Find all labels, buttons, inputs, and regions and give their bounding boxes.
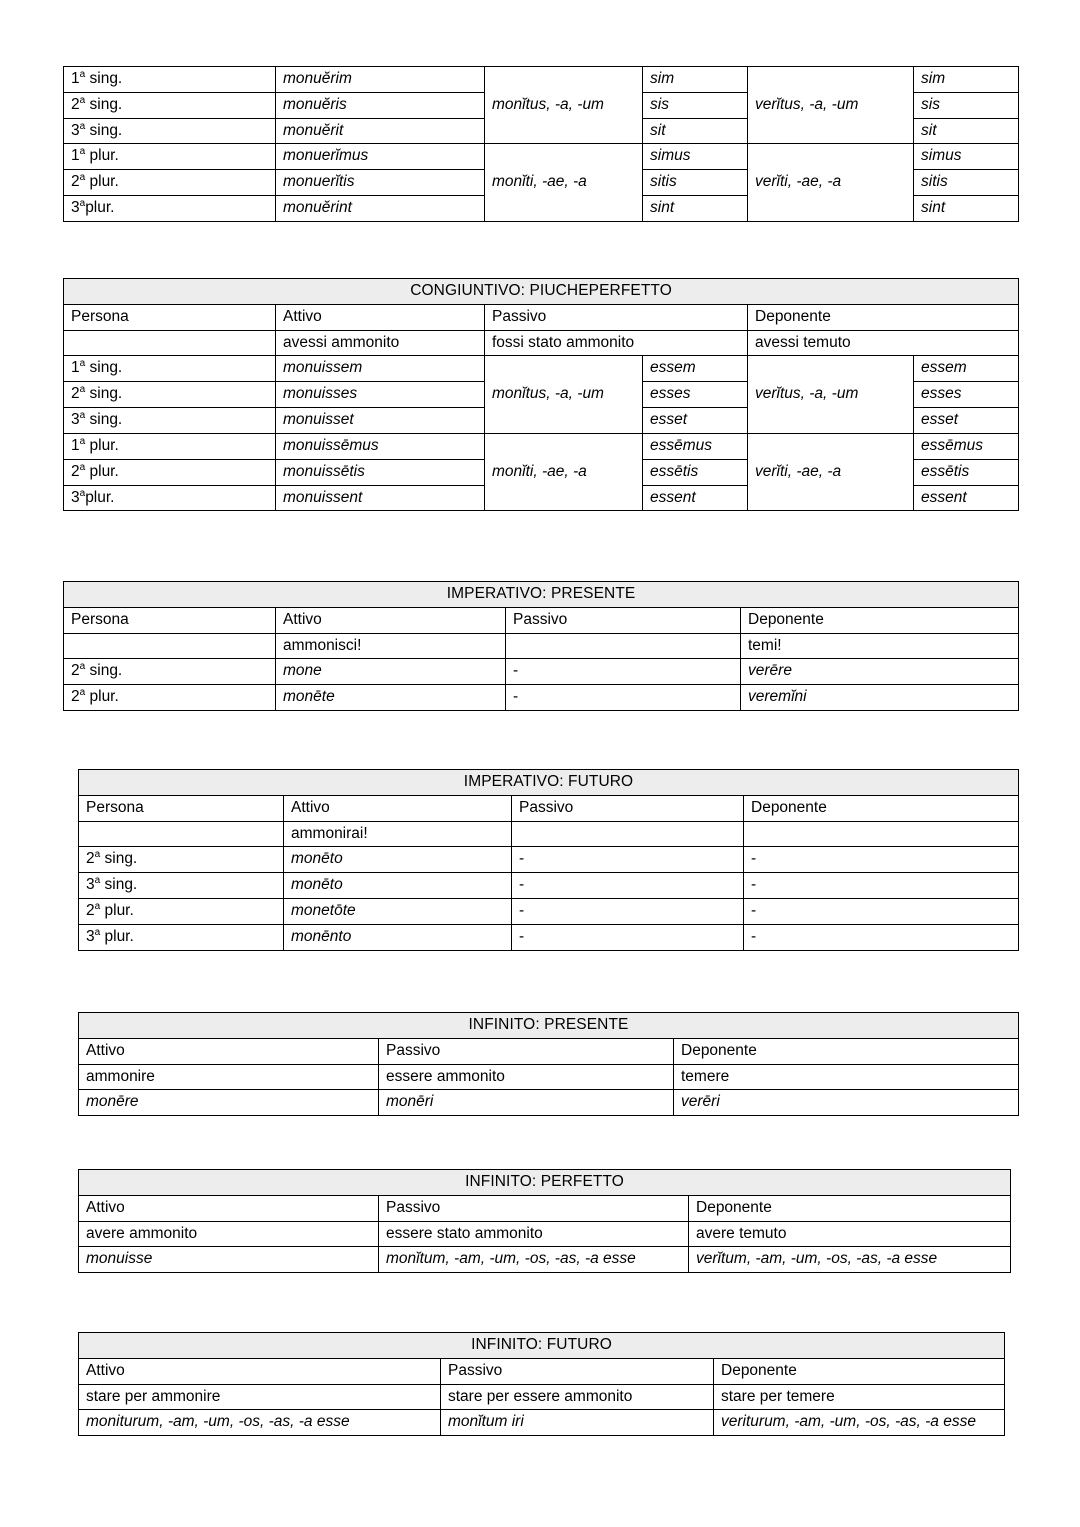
cell-deponente-participle: verĭti, -ae, -a <box>748 144 914 221</box>
ordinal-marker: a <box>79 172 86 184</box>
cell-deponente: verēre <box>741 659 1019 685</box>
persona-number: 1 <box>71 436 80 454</box>
table-congiuntivo-perfetto-tail <box>63 66 1019 222</box>
cell-deponente-aux: essēmus <box>914 433 1019 459</box>
cell-passivo-participle: monĭtus, -a, -um <box>485 356 643 433</box>
column-header-deponente: Deponente <box>741 607 1019 633</box>
cell-attivo: monuisset <box>276 408 485 434</box>
persona-number: 3 <box>86 927 95 945</box>
cell-attivo: monuissēmus <box>276 433 485 459</box>
persona-suffix: plur. <box>104 902 134 920</box>
column-header-deponente: Deponente <box>674 1038 1019 1064</box>
cell-attivo: monuerĭmus <box>276 144 485 170</box>
cell-persona <box>79 847 284 873</box>
cell-deponente-participle: verĭtus, -a, -um <box>748 356 914 433</box>
cell-passivo-aux: essem <box>643 356 748 382</box>
ordinal-marker: a <box>94 926 101 938</box>
cell-passivo-aux: esses <box>643 382 748 408</box>
table-row <box>64 433 1019 459</box>
table-caption: CONGIUNTIVO: PIUCHEPERFETTO <box>64 279 1019 305</box>
table-infinito-futuro <box>78 1332 1005 1436</box>
table-congiuntivo-piucheperfetto <box>63 278 1019 511</box>
caption-row <box>79 1333 1005 1359</box>
cell-persona <box>64 170 276 196</box>
column-header-passivo: Passivo <box>379 1195 689 1221</box>
cell-passivo-aux: sit <box>643 118 748 144</box>
persona-suffix: plur. <box>104 927 134 945</box>
cell-attivo: monuĕrint <box>276 196 485 222</box>
caption-row <box>64 582 1019 608</box>
cell-passivo-aux: sim <box>643 67 748 93</box>
cell-italian-deponente: avessi temuto <box>748 330 1019 356</box>
ordinal-marker: a <box>79 487 86 499</box>
table-caption: IMPERATIVO: FUTURO <box>79 770 1019 796</box>
ordinal-marker: a <box>94 900 101 912</box>
cell-deponente-participle: verĭtus, -a, -um <box>748 67 914 144</box>
cell-deponente-aux: esses <box>914 382 1019 408</box>
cell-latin-attivo: monuisse <box>79 1247 379 1273</box>
ordinal-marker: a <box>79 461 86 473</box>
cell-attivo: monuisses <box>276 382 485 408</box>
ordinal-marker: a <box>79 146 86 158</box>
cell-attivo: mone <box>276 659 506 685</box>
cell-attivo: monuerĭtis <box>276 170 485 196</box>
persona-number: 2 <box>86 902 95 920</box>
column-header-attivo: Attivo <box>79 1038 379 1064</box>
persona-number: 2 <box>71 95 80 113</box>
persona-number: 2 <box>86 850 95 868</box>
cell-passivo: - <box>512 847 744 873</box>
column-header-deponente: Deponente <box>744 795 1019 821</box>
column-header-deponente: Deponente <box>714 1358 1005 1384</box>
cell-deponente-aux: essent <box>914 485 1019 511</box>
cell-passivo-aux: sint <box>643 196 748 222</box>
cell-deponente: - <box>744 924 1019 950</box>
persona-suffix: plur. <box>85 488 115 506</box>
column-header-persona: Persona <box>79 795 284 821</box>
cell-persona <box>64 92 276 118</box>
cell-latin-deponente: veriturum, -am, -um, -os, -as, -a esse <box>714 1410 1005 1436</box>
cell-persona <box>64 356 276 382</box>
persona-number: 3 <box>71 121 80 139</box>
cell-attivo: monuissent <box>276 485 485 511</box>
table-row <box>79 847 1019 873</box>
cell-persona <box>64 382 276 408</box>
cell-deponente: - <box>744 899 1019 925</box>
column-header-persona: Persona <box>64 304 276 330</box>
cell-persona <box>64 433 276 459</box>
header-row <box>79 1038 1019 1064</box>
cell-italian-passivo <box>506 633 741 659</box>
ordinal-marker: a <box>79 358 86 370</box>
cell-latin-attivo: moniturum, -am, -um, -os, -as, -a esse <box>79 1410 441 1436</box>
cell-attivo: monuissētis <box>276 459 485 485</box>
cell-deponente: - <box>744 873 1019 899</box>
table-caption: INFINITO: FUTURO <box>79 1333 1005 1359</box>
ordinal-marker: a <box>79 384 86 396</box>
cell-latin-deponente: verĭtum, -am, -um, -os, -as, -a esse <box>689 1247 1011 1273</box>
persona-suffix: sing. <box>89 95 123 113</box>
table-row <box>79 873 1019 899</box>
persona-number: 3 <box>71 488 80 506</box>
cell-attivo: monēte <box>276 685 506 711</box>
ordinal-marker: a <box>79 687 86 699</box>
ordinal-marker: a <box>79 661 86 673</box>
column-header-persona: Persona <box>64 607 276 633</box>
ordinal-marker: a <box>79 68 86 80</box>
cell-persona <box>79 899 284 925</box>
caption-row <box>79 1170 1011 1196</box>
persona-suffix: plur. <box>89 147 119 165</box>
cell-persona <box>64 196 276 222</box>
persona-number: 3 <box>71 411 80 429</box>
table-row <box>79 899 1019 925</box>
persona-number: 2 <box>71 385 80 403</box>
column-header-attivo: Attivo <box>79 1358 441 1384</box>
persona-suffix: sing. <box>89 70 123 87</box>
persona-number: 2 <box>71 688 80 706</box>
cell-empty <box>64 330 276 356</box>
column-header-passivo: Passivo <box>441 1358 714 1384</box>
header-row <box>79 795 1019 821</box>
ordinal-marker: a <box>79 120 86 132</box>
persona-suffix: sing. <box>89 121 123 139</box>
persona-number: 1 <box>71 359 80 377</box>
persona-suffix: plur. <box>85 199 115 217</box>
cell-passivo-participle: monĭti, -ae, -a <box>485 144 643 221</box>
cell-deponente-aux: sitis <box>914 170 1019 196</box>
italian-gloss-row <box>64 330 1019 356</box>
cell-attivo: monēto <box>284 847 512 873</box>
italian-gloss-row <box>79 1221 1011 1247</box>
cell-deponente-participle: verĭti, -ae, -a <box>748 433 914 510</box>
latin-row <box>79 1247 1011 1273</box>
cell-latin-attivo: monēre <box>79 1090 379 1116</box>
table-imperativo-futuro <box>78 769 1019 951</box>
cell-attivo: monuĕris <box>276 92 485 118</box>
table-imperativo-presente <box>63 581 1019 711</box>
cell-deponente-aux: sint <box>914 196 1019 222</box>
cell-persona <box>64 685 276 711</box>
table-caption: INFINITO: PRESENTE <box>79 1013 1019 1039</box>
table-row <box>64 659 1019 685</box>
cell-deponente-aux: essētis <box>914 459 1019 485</box>
ordinal-marker: a <box>79 409 86 421</box>
persona-suffix: plur. <box>89 462 119 480</box>
ordinal-marker: a <box>79 94 86 106</box>
cell-passivo-aux: esset <box>643 408 748 434</box>
cell-passivo-aux: essent <box>643 485 748 511</box>
cell-italian-passivo: essere stato ammonito <box>379 1221 689 1247</box>
cell-italian-attivo: avessi ammonito <box>276 330 485 356</box>
cell-attivo: monēnto <box>284 924 512 950</box>
cell-italian-passivo: stare per essere ammonito <box>441 1384 714 1410</box>
italian-gloss-row <box>79 821 1019 847</box>
persona-suffix: plur. <box>89 173 119 191</box>
cell-passivo: - <box>506 685 741 711</box>
cell-persona <box>64 67 276 93</box>
cell-passivo-aux: simus <box>643 144 748 170</box>
cell-deponente-aux: sit <box>914 118 1019 144</box>
column-header-attivo: Attivo <box>276 607 506 633</box>
italian-gloss-row <box>64 633 1019 659</box>
column-header-deponente: Deponente <box>748 304 1019 330</box>
cell-italian-deponente: stare per temere <box>714 1384 1005 1410</box>
persona-suffix: plur. <box>89 436 119 454</box>
persona-number: 1 <box>71 70 80 87</box>
latin-row <box>79 1090 1019 1116</box>
cell-italian-passivo: fossi stato ammonito <box>485 330 748 356</box>
cell-persona <box>64 459 276 485</box>
ordinal-marker: a <box>79 435 86 447</box>
cell-persona <box>64 485 276 511</box>
ordinal-marker: a <box>94 875 101 887</box>
column-header-passivo: Passivo <box>485 304 748 330</box>
persona-number: 1 <box>71 147 80 165</box>
column-header-passivo: Passivo <box>506 607 741 633</box>
header-row <box>64 304 1019 330</box>
table-caption: IMPERATIVO: PRESENTE <box>64 582 1019 608</box>
cell-deponente: veremĭni <box>741 685 1019 711</box>
persona-suffix: sing. <box>89 385 123 403</box>
caption-row <box>64 279 1019 305</box>
cell-attivo: monuissem <box>276 356 485 382</box>
table-row <box>64 144 1019 170</box>
table-caption: INFINITO: PERFETTO <box>79 1170 1011 1196</box>
cell-deponente-aux: sis <box>914 92 1019 118</box>
persona-number: 2 <box>71 462 80 480</box>
cell-italian-deponente <box>744 821 1019 847</box>
column-header-passivo: Passivo <box>512 795 744 821</box>
table-infinito-perfetto <box>78 1169 1011 1273</box>
cell-persona <box>79 873 284 899</box>
cell-deponente-aux: esset <box>914 408 1019 434</box>
cell-passivo-aux: sis <box>643 92 748 118</box>
column-header-attivo: Attivo <box>276 304 485 330</box>
cell-attivo: monēto <box>284 873 512 899</box>
cell-persona <box>79 924 284 950</box>
cell-italian-deponente: temere <box>674 1064 1019 1090</box>
table-row <box>79 924 1019 950</box>
ordinal-marker: a <box>94 849 101 861</box>
persona-suffix: plur. <box>89 688 119 706</box>
cell-deponente: - <box>744 847 1019 873</box>
column-header-attivo: Attivo <box>79 1195 379 1221</box>
cell-persona <box>64 659 276 685</box>
cell-latin-deponente: verēri <box>674 1090 1019 1116</box>
cell-passivo-aux: essētis <box>643 459 748 485</box>
cell-passivo-aux: essēmus <box>643 433 748 459</box>
table-row <box>64 67 1019 93</box>
cell-passivo: - <box>512 924 744 950</box>
cell-italian-attivo: stare per ammonire <box>79 1384 441 1410</box>
header-row <box>64 607 1019 633</box>
persona-suffix: sing. <box>104 876 138 894</box>
italian-gloss-row <box>79 1064 1019 1090</box>
persona-suffix: sing. <box>89 411 123 429</box>
column-header-attivo: Attivo <box>284 795 512 821</box>
header-row <box>79 1195 1011 1221</box>
cell-attivo: monetōte <box>284 899 512 925</box>
persona-suffix: sing. <box>89 662 123 680</box>
cell-persona <box>64 144 276 170</box>
persona-number: 3 <box>86 876 95 894</box>
cell-passivo: - <box>506 659 741 685</box>
cell-deponente-aux: simus <box>914 144 1019 170</box>
persona-suffix: sing. <box>104 850 138 868</box>
cell-italian-attivo: ammonire <box>79 1064 379 1090</box>
cell-latin-passivo: monĭtum iri <box>441 1410 714 1436</box>
cell-passivo-participle: monĭtus, -a, -um <box>485 67 643 144</box>
cell-attivo: monuĕrim <box>276 67 485 93</box>
cell-italian-passivo <box>512 821 744 847</box>
persona-suffix: sing. <box>89 359 123 377</box>
header-row <box>79 1358 1005 1384</box>
cell-empty <box>64 633 276 659</box>
latin-row <box>79 1410 1005 1436</box>
cell-latin-passivo: monēri <box>379 1090 674 1116</box>
table-row <box>64 685 1019 711</box>
column-header-deponente: Deponente <box>689 1195 1011 1221</box>
persona-number: 2 <box>71 173 80 191</box>
persona-number: 3 <box>71 199 80 217</box>
cell-passivo: - <box>512 873 744 899</box>
table-infinito-presente <box>78 1012 1019 1116</box>
persona-number: 2 <box>71 662 80 680</box>
italian-gloss-row <box>79 1384 1005 1410</box>
cell-persona <box>64 118 276 144</box>
cell-attivo: monuĕrit <box>276 118 485 144</box>
cell-latin-passivo: monĭtum, -am, -um, -os, -as, -a esse <box>379 1247 689 1273</box>
cell-italian-attivo: avere ammonito <box>79 1221 379 1247</box>
table-row <box>64 356 1019 382</box>
cell-passivo: - <box>512 899 744 925</box>
cell-passivo-aux: sitis <box>643 170 748 196</box>
cell-italian-deponente: temi! <box>741 633 1019 659</box>
caption-row <box>79 770 1019 796</box>
cell-italian-passivo: essere ammonito <box>379 1064 674 1090</box>
column-header-passivo: Passivo <box>379 1038 674 1064</box>
cell-persona <box>64 408 276 434</box>
cell-deponente-aux: sim <box>914 67 1019 93</box>
cell-passivo-participle: monĭti, -ae, -a <box>485 433 643 510</box>
cell-italian-attivo: ammonirai! <box>284 821 512 847</box>
cell-italian-deponente: avere temuto <box>689 1221 1011 1247</box>
caption-row <box>79 1013 1019 1039</box>
cell-deponente-aux: essem <box>914 356 1019 382</box>
ordinal-marker: a <box>79 197 86 209</box>
cell-italian-attivo: ammonisci! <box>276 633 506 659</box>
cell-empty <box>79 821 284 847</box>
